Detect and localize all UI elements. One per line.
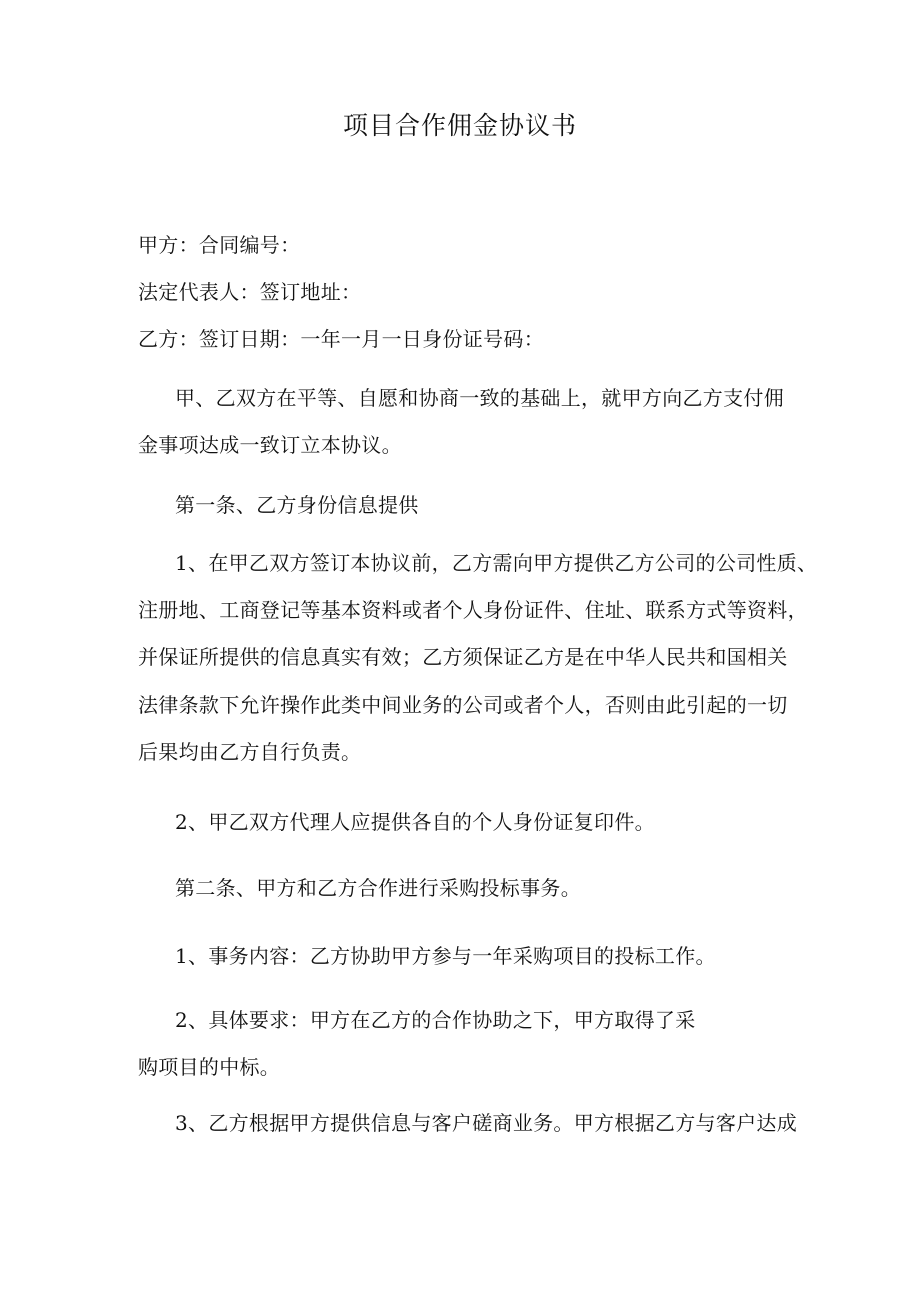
article-2-item-1: 1、事务内容：乙方协助甲方参与一年采购项目的投标工作。 <box>175 944 716 968</box>
preamble-line-1: 甲、乙双方在平等、自愿和协商一致的基础上，就甲方向乙方支付佣 <box>175 386 784 410</box>
article-1-item-1-line: 法律条款下允许操作此类中间业务的公司或者个人，否则由此引起的一切 <box>138 693 788 717</box>
article-1-heading: 第一条、乙方身份信息提供 <box>175 493 419 517</box>
article-2-item-2-line-1: 2、具体要求：甲方在乙方的合作协助之下，甲方取得了采 <box>175 1008 696 1032</box>
document-title: 项目合作佣金协议书 <box>342 111 577 140</box>
article-2-item-3: 3、乙方根据甲方提供信息与客户磋商业务。甲方根据乙方与客户达成 <box>175 1111 798 1135</box>
preamble-line-2: 金事项达成一致订立本协议。 <box>138 433 402 457</box>
article-2-heading: 第二条、甲方和乙方合作进行采购投标事务。 <box>175 876 581 900</box>
article-1-item-2: 2、甲乙双方代理人应提供各自的个人身份证复印件。 <box>175 810 655 834</box>
article-1-item-1-line: 注册地、工商登记等基本资料或者个人身份证件、住址、联系方式等资料， <box>138 598 808 622</box>
party-a-line: 甲方：合同编号： <box>138 233 301 257</box>
article-1-item-1-line: 后果均由乙方自行负责。 <box>138 740 362 764</box>
legal-representative-line: 法定代表人：签订地址： <box>138 280 362 304</box>
article-1-item-1-line: 并保证所提供的信息真实有效；乙方须保证乙方是在中华人民共和国相关 <box>138 645 788 669</box>
article-1-item-1-line: 1、在甲乙双方签订本协议前，乙方需向甲方提供乙方公司的公司性质、 <box>175 551 818 575</box>
party-b-line: 乙方：签订日期：一年一月一日身份证号码： <box>138 327 544 351</box>
article-2-item-2-line-2: 购项目的中标。 <box>138 1055 281 1079</box>
